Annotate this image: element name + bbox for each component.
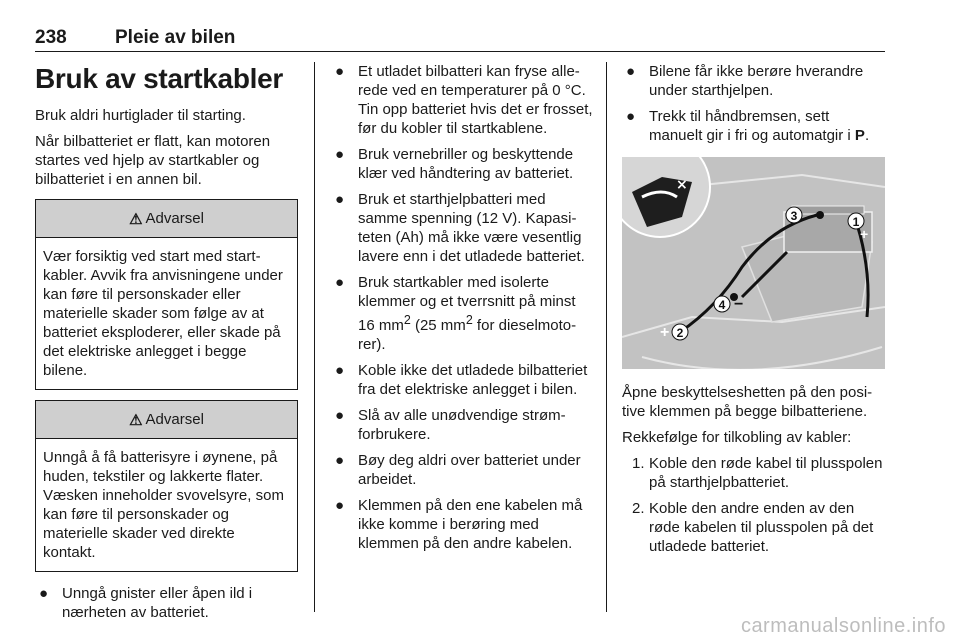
page-header [35,26,885,52]
bullet-list-col3 [622,62,885,145]
list-item: ● Bruk startkabler med isolerte klemmer og et tverrsnitt på minst 16 $mm^2$ (25 $mm^2$ for dieselmotorer). [335,274,577,353]
column-3 [622,62,885,563]
column-divider-2 [606,62,607,612]
svg-text:×: × [676,177,688,193]
svg-text:4: 4 [718,298,726,312]
bullet-dot: ● [335,146,345,163]
list-item: 2. Koble den andre enden av den røde kabelen til plusspolen på det utladede batteriet. [632,500,874,555]
callout-4 [714,296,730,312]
instruction-paragraph-1: Åpne beskyttelseshetten på den positive klemmen på begge bilbatteriene. [622,384,873,420]
callout-3 [786,207,802,223]
warning-triangle-icon: ⚠ [129,210,143,228]
list-item: ● Bøy deg aldri over batteriet under arbeidet. [335,452,581,488]
jump-start-illustration [622,157,885,369]
warning-body: Unngå å få batterisyre i øynene, på huden, tekstiler og lakkerte flater. Væsken inneholder svovelsyre, som kan føre til personskader og materielle skader ved direkte kontakt. [43,449,284,561]
chapter-title: Pleie av bilen [115,27,236,48]
list-item: ● Koble ikke det utladede bilbatteriet fra det elektriske anlegget i bilen. [335,362,588,398]
watermark: carmanualsonline.info [740,615,946,637]
warning-header [36,401,297,439]
warning-title: Advarsel [145,210,204,227]
intro-paragraph-1: Bruk aldri hurtiglader til starting. [35,107,246,124]
section-title: Bruk av startkabler [35,63,283,94]
bullet-dot: ● [626,108,636,125]
warning-header [36,200,297,238]
list-item: 1. Koble den røde kabel til plusspolen på starthjelpbatteriet. [632,455,883,491]
instruction-paragraph-2: Rekkefølge for tilkobling av kabler: [622,429,852,446]
bullet-dot: ● [335,63,345,80]
bullet-dot: ● [335,497,345,514]
list-item: ● Unngå gnister eller åpen ild i nærheten av batteriet. [39,585,253,621]
svg-text:3: 3 [790,209,798,223]
column-1 [35,62,298,629]
bullet-dot: ● [626,63,636,80]
minus-sign: − [734,296,744,313]
list-item: ● Bruk et starthjelpbatteri med samme spenning (12 V). Kapasiteten (Ah) må ikke være vesentlig lavere enn i det utladede batteriet. [335,191,585,265]
bullet-dot: ● [335,274,345,291]
bullet-dot: ● [335,407,345,424]
intro-paragraph-2: Når bilbatteriet er flatt, kan motoren startes ved hjelp av startkabler og bilbatteriet i en annen bil. [35,133,271,188]
page-number: 238 [35,27,67,48]
bullet-dot: ● [39,585,49,602]
bullet-dot: ● [335,362,345,379]
bullet-list-col2 [331,62,593,553]
svg-text:2: 2 [676,326,684,340]
bullet-dot: ● [335,191,345,208]
callout-2 [672,324,688,340]
list-item: ● Slå av alle unødvendige strømforbrukere. [335,407,566,443]
warning-box-1 [35,199,298,390]
list-item: ● Trekk til håndbremsen, sett manuelt gir i fri og automatgir i P. [626,108,870,144]
plus-sign-1: + [860,226,869,242]
column-divider-1 [314,62,315,612]
engine-bay-drawing [622,157,885,369]
warning-triangle-icon: ⚠ [129,411,143,429]
warning-title: Advarsel [145,411,204,428]
bullet-list-col1 [35,584,298,622]
plus-sign-2: + [660,324,670,341]
warning-box-2 [35,400,298,572]
bullet-dot: ● [335,452,345,469]
list-item: ● Et utladet bilbatteri kan fryse allerede ved en temperaturer på 0 °C. Tin opp batteriet hvis det er frosset, før du kobler til startkablene. [335,63,593,137]
warning-body: Vær forsiktig ved start med startkabler. Avvik fra anvisningene under kan føre til personskader eller materielle skader som følge av at batteriet eksploderer, eller skade på det elektriske anlegget i begge bilene. [43,248,283,379]
list-item: ● Klemmen på den ene kabelen må ikke komme i berøring med klemmen på den andre kabelen. [335,497,583,552]
svg-text:1: 1 [852,215,860,229]
steps-list [632,454,885,556]
list-item: ● Bruk vernebriller og beskyttende klær ved håndtering av batteriet. [335,146,574,182]
column-2 [331,62,593,560]
list-item: ● Bilene får ikke berøre hverandre under starthjelpen. [626,63,864,99]
